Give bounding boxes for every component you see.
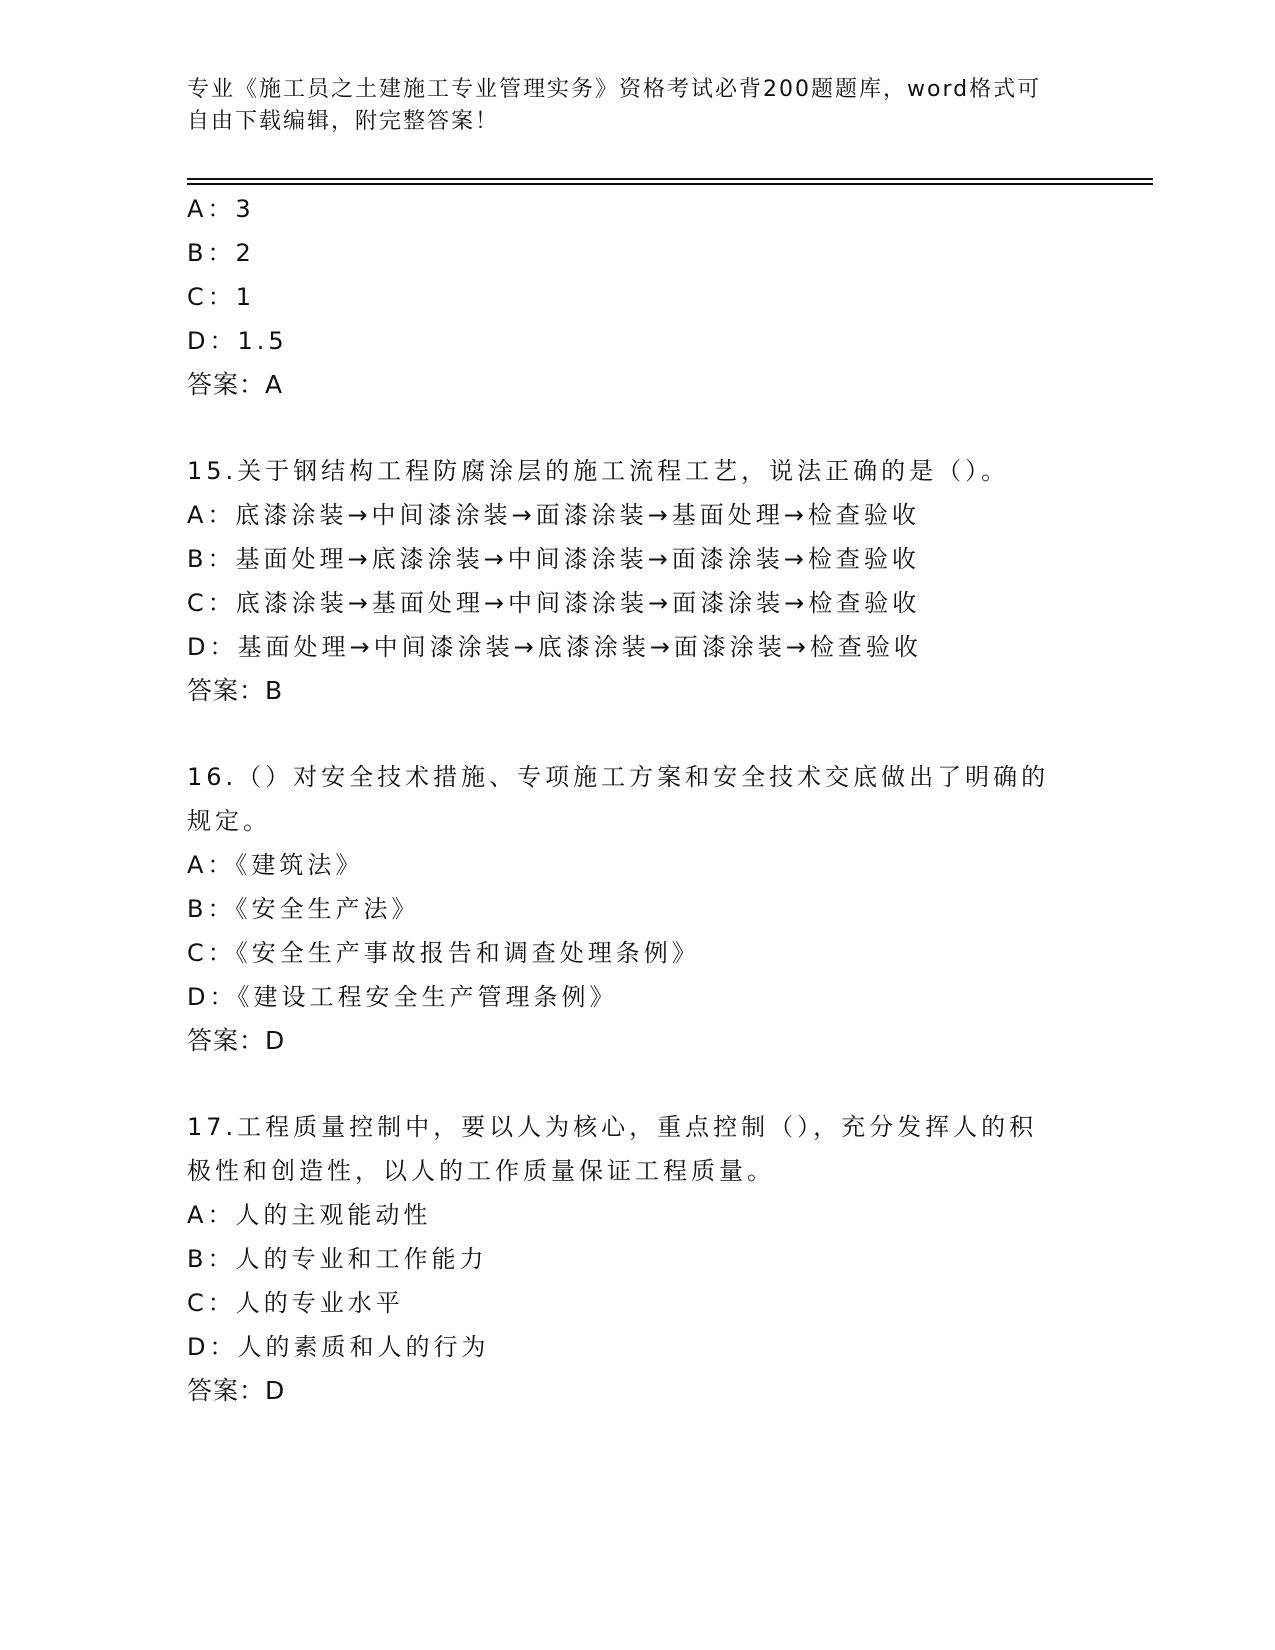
q15-option-c: C：底漆涂装→基面处理→中间漆涂装→面漆涂装→检查验收	[187, 589, 921, 617]
document-header-line-2: 自由下载编辑，附完整答案！	[187, 109, 500, 134]
q17-option-d: D：人的素质和人的行为	[187, 1333, 490, 1361]
header-divider-top	[187, 178, 1153, 180]
q17-option-c: C：人的专业水平	[187, 1289, 404, 1317]
q17-answer: 答案：D	[187, 1376, 286, 1405]
q14-option-d: D：1.5	[187, 327, 288, 355]
q16-answer: 答案：D	[187, 1026, 286, 1055]
q17-question-line-2: 极性和创造性，以人的工作质量保证工程质量。	[187, 1157, 775, 1185]
q17-question-line-1: 17.工程质量控制中，要以人为核心，重点控制（），充分发挥人的积	[187, 1113, 1038, 1141]
q17-option-a: A：人的主观能动性	[187, 1201, 432, 1229]
q14-option-c: C：1	[187, 283, 256, 311]
q16-option-a: A：《建筑法》	[187, 851, 364, 879]
q14-option-a: A：3	[187, 195, 255, 223]
q16-option-c: C：《安全生产事故报告和调查处理条例》	[187, 939, 700, 967]
header-divider-bottom	[187, 183, 1153, 185]
q15-question: 15.关于钢结构工程防腐涂层的施工流程工艺，说法正确的是（）。	[187, 457, 1010, 485]
q15-answer: 答案：B	[187, 676, 284, 705]
q16-question-line-1: 16.（）对安全技术措施、专项施工方案和安全技术交底做出了明确的	[187, 763, 1050, 791]
q15-option-b: B：基面处理→底漆涂装→中间漆涂装→面漆涂装→检查验收	[187, 545, 920, 573]
q15-option-d: D：基面处理→中间漆涂装→底漆涂装→面漆涂装→检查验收	[187, 633, 922, 661]
q15-option-a: A：底漆涂装→中间漆涂装→面漆涂装→基面处理→检查验收	[187, 501, 920, 529]
q16-question-line-2: 规定。	[187, 807, 271, 835]
q14-answer: 答案：A	[187, 370, 284, 399]
q17-option-b: B：人的专业和工作能力	[187, 1245, 488, 1273]
q14-option-b: B：2	[187, 239, 255, 267]
document-header-line-1: 专业《施工员之土建施工专业管理实务》资格考试必背200题题库，word格式可	[187, 77, 1042, 102]
q16-option-d: D：《建设工程安全生产管理条例》	[187, 983, 618, 1011]
q16-option-b: B：《安全生产法》	[187, 895, 420, 923]
